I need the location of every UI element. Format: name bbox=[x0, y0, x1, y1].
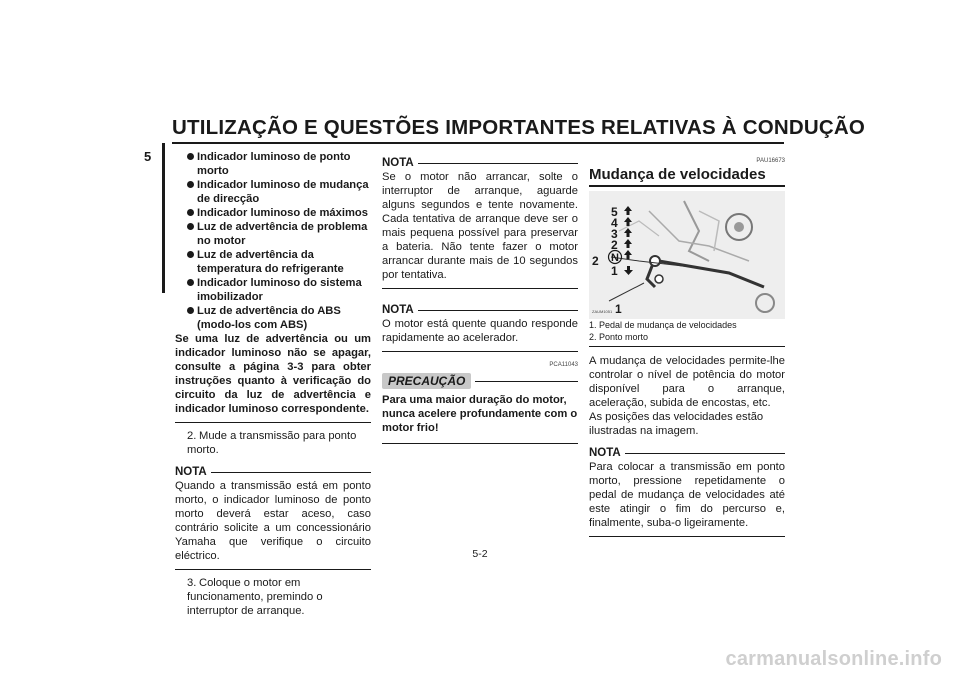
gear-label: 5 bbox=[611, 205, 618, 219]
gear-label: 2 bbox=[611, 238, 618, 252]
page-header bbox=[172, 116, 866, 144]
note-text: O motor está quente quando responde rapidamente ao acelerador. bbox=[382, 318, 578, 344]
note-text: Se o motor não arrancar, solte o interruptor de arranque, aguarde alguns segundos e tente novamente. Cada tentativa de arranque deve ser o mais pequena possível para preservar a bateria. Não tente fazer o motor arrancar durante mais de 10 segundos por tentativa. bbox=[382, 171, 578, 281]
callout-label: 2 bbox=[592, 254, 599, 268]
note-text: Quando a transmissão está em ponto morto, o indicador luminoso de ponto morto deverá estar aceso, caso contrário solicite a um concessionário Yamaha que verifique o circuito eléctrico. bbox=[175, 480, 371, 562]
bullet-icon bbox=[187, 209, 194, 216]
note-label: NOTA bbox=[589, 447, 621, 459]
note-label: NOTA bbox=[382, 304, 414, 316]
bullet-icon bbox=[187, 279, 194, 286]
watermark: carmanualsonline.info bbox=[725, 648, 942, 670]
gear-label: 1 bbox=[611, 264, 618, 278]
caution-text: Para uma maior duração do motor, nunca acelere profundamente com o motor frio! bbox=[382, 394, 578, 434]
divider bbox=[625, 453, 785, 454]
divider bbox=[175, 422, 371, 423]
gear-label: 4 bbox=[611, 216, 618, 230]
note-text: Para colocar a transmissão em ponto morto, pressione repetidamente o pedal de mudança de velocidades até este atingir o fim do percurso e, finalmente, suba-o ligeiramente. bbox=[589, 461, 785, 529]
callout-label: 1 bbox=[615, 302, 622, 316]
note-heading bbox=[382, 303, 578, 317]
divider bbox=[382, 351, 578, 352]
bullet-icon bbox=[187, 307, 194, 314]
step-text: Mude a transmissão para ponto morto. bbox=[187, 430, 357, 456]
bullet-icon bbox=[187, 153, 194, 160]
caption-2: 2. Ponto morto bbox=[589, 332, 649, 342]
gear-label: 3 bbox=[611, 227, 618, 241]
chapter-tab bbox=[144, 143, 166, 693]
image-code: ZAUM1051 bbox=[592, 309, 613, 314]
gear-label: N bbox=[611, 252, 619, 264]
divider bbox=[418, 310, 578, 311]
list-item: Luz de advertência do ABS (modo-los com ABS) bbox=[175, 304, 371, 332]
bullet-icon bbox=[187, 223, 194, 230]
divider bbox=[589, 536, 785, 537]
list-item: Indicador luminoso do sistema imobilizador bbox=[175, 276, 371, 304]
section-title: Mudança de velocidades bbox=[589, 168, 785, 187]
column-right bbox=[589, 150, 785, 543]
caption-1: 1. Pedal de mudança de velocidades bbox=[589, 320, 737, 330]
note-heading bbox=[589, 446, 785, 460]
divider bbox=[211, 472, 371, 473]
note-label: NOTA bbox=[382, 157, 414, 169]
note-heading bbox=[382, 156, 578, 170]
divider bbox=[475, 381, 578, 382]
caution-badge: PRECAUÇÃO bbox=[382, 373, 471, 389]
page-number: 5-2 bbox=[472, 548, 488, 560]
list-item: Luz de advertência de problema no motor bbox=[175, 220, 371, 248]
caution-heading bbox=[382, 373, 578, 389]
list-item: Indicador luminoso de mudança de direcção bbox=[175, 178, 371, 206]
divider bbox=[418, 163, 578, 164]
note-label: NOTA bbox=[175, 466, 207, 478]
gear-shift-illustration bbox=[589, 191, 785, 319]
step-text: Coloque o motor em funcionamento, premindo o interruptor de arranque. bbox=[187, 577, 323, 617]
warning-paragraph: Se uma luz de advertência ou um indicador luminoso não se apagar, consulte a página 3-3 para obter instruções quanto à verificação do circuito da luz de advertência e indicador luminoso correspondente. bbox=[175, 333, 371, 415]
caution-code: PCA11043 bbox=[549, 362, 578, 368]
gear-shift-drawing bbox=[589, 191, 785, 319]
list-item: Indicador luminoso de ponto morto bbox=[175, 150, 371, 178]
indicator-list bbox=[175, 150, 371, 332]
bullet-icon bbox=[187, 251, 194, 258]
chapter-bar bbox=[162, 143, 165, 293]
column-middle bbox=[382, 150, 578, 450]
step-number: 3. bbox=[187, 577, 197, 589]
note-heading bbox=[175, 465, 371, 479]
divider bbox=[382, 288, 578, 289]
step-2 bbox=[175, 429, 371, 457]
divider bbox=[589, 346, 785, 347]
list-item: Indicador luminoso de máximos bbox=[175, 206, 371, 220]
bullet-icon bbox=[187, 181, 194, 188]
divider bbox=[175, 569, 371, 570]
section-code: PAU16673 bbox=[756, 158, 785, 164]
list-item: Luz de advertência da temperatura do refrigerante bbox=[175, 248, 371, 276]
body-paragraph: As posições das velocidades estão ilustradas na imagem. bbox=[589, 411, 764, 437]
chapter-number: 5 bbox=[144, 149, 152, 164]
divider bbox=[382, 443, 578, 444]
step-number: 2. bbox=[187, 430, 197, 442]
step-3 bbox=[175, 576, 371, 618]
page-title: UTILIZAÇÃO E QUESTÕES IMPORTANTES RELATIVAS À CONDUÇÃO bbox=[172, 116, 866, 139]
body-paragraph: A mudança de velocidades permite-lhe controlar o nível de potência do motor disponível para o arranque, aceleração, subida de encostas, etc. bbox=[589, 355, 785, 409]
